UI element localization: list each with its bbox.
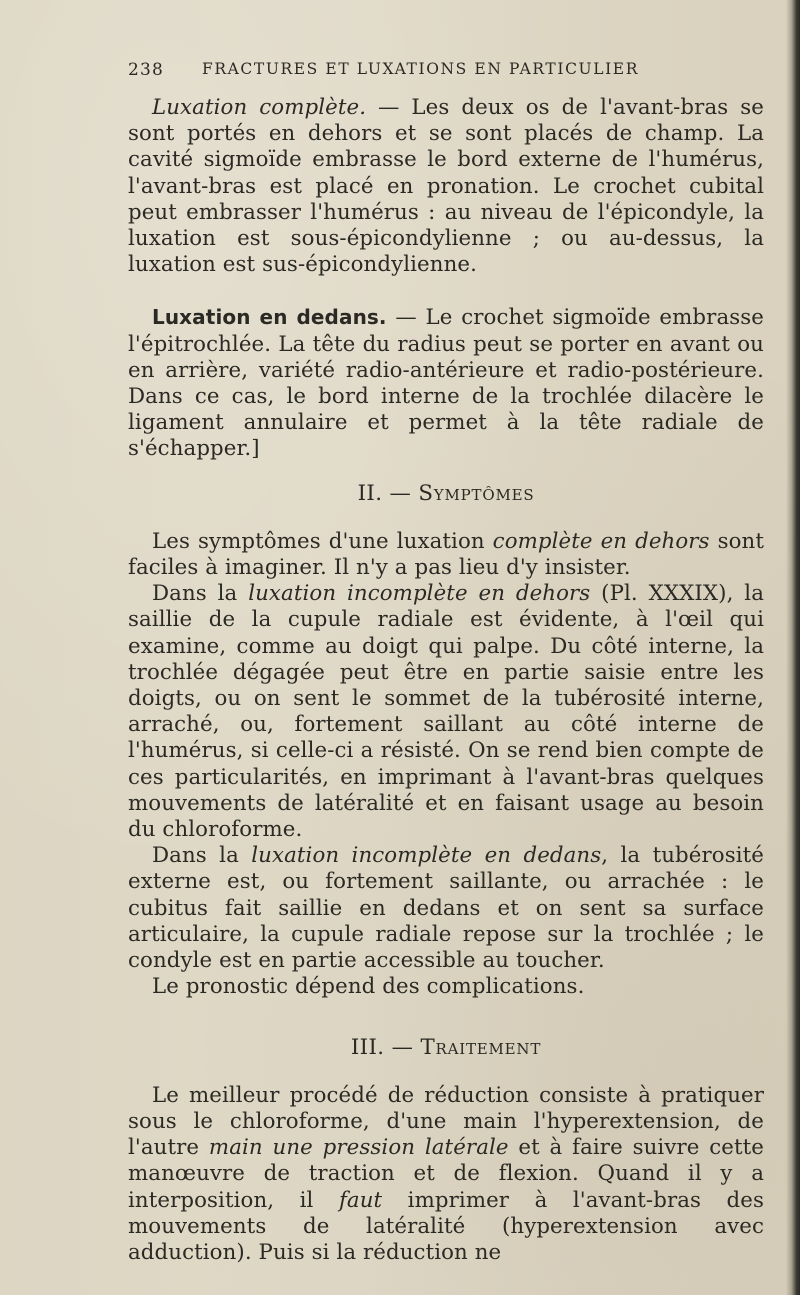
paragraph-text: , la tubérosité externe est, ou fortement saillante, ou arrachée : le cubitus fait saillie en dedans et on sent sa surface articulaire, la cupule radiale repose sur la trochlée ; le condyle est en partie accessible au toucher. [128,843,764,974]
running-title: FRACTURES ET LUXATIONS EN PARTICULIER [202,60,639,78]
paragraph-italic: luxation incomplète en dehors [248,581,591,607]
paragraph-text: Dans la [152,843,252,869]
section-title: Symptômes [418,480,535,506]
paragraph-italic: complète en dehors [492,528,710,554]
page-binding-edge [786,0,800,1295]
paragraph-symptomes-complete [128,529,764,581]
paragraph-text: Les symptômes d'une luxation [152,528,493,554]
paragraph-incomplete-dehors [128,581,764,843]
paragraph-traitement [128,1083,764,1266]
paragraph-lead-bold: Luxation en dedans. [152,305,387,330]
section-heading-line [128,481,764,507]
section-numeral: II. — [357,480,419,506]
section-heading-traitement [128,1035,764,1061]
paragraph-text: — Les deux os de l'avant-bras se sont portés en dehors et se sont placés de champ. La cavité sigmoïde embrasse le bord externe de l'humérus, l'avant-bras est placé en pronation. Le crochet cubital peut embrasser l'humérus : au niveau de l'épicondyle, la luxation est sous-épicondylienne ; ou au-dessus, la luxation est sus-épicondylienne. [128,95,764,278]
paragraph-text: (Pl. XXXIX), la saillie de la cupule radiale est évidente, à l'œil qui examine, comme au doigt qui palpe. Du côté interne, la trochlée dégagée peut être en partie saisie entre les doigts, ou on sent le sommet de la tubérosité interne, arraché, ou, fortement saillant au côté interne de l'humérus, si celle-ci a résisté. On se rend bien compte de ces particularités, en imprimant à l'avant-bras quelques mouvements de latéralité et en faisant usage au besoin du chloroforme. [128,581,764,843]
paragraph-text: Le pronostic dépend des complications. [152,974,585,1000]
paragraph-italic: main une pression latérale [208,1135,509,1161]
paragraph-lead-italic: Luxation complète. [152,95,367,120]
paragraph-pronostic [128,974,764,1000]
paragraph-text: — Le crochet sigmoïde embrasse l'épitrochlée. La tête du radius peut se porter en avant ou en arrière, variété radio-antérieure et radio-postérieure. Dans ce cas, le bord interne de la trochlée dilacère le ligament annulaire et permet à la tête radiale de s'échapper.] [128,305,765,462]
section-title: Traitement [420,1034,542,1060]
section-heading-line [128,1035,764,1061]
section-heading-symptomes [128,481,764,507]
page-body [128,95,764,1266]
paragraph-text: sont faciles à imaginer. Il n'y a pas lieu d'y insister. [128,528,765,581]
paragraph-luxation-en-dedans [128,304,764,462]
paragraph-text: Le meilleur procédé de réduction consiste à pratiquer sous le chloroforme, d'une main l'hyperextension, de l'autre [128,1082,764,1161]
paragraph-incomplete-dedans [128,843,764,974]
paragraph-italic: faut [338,1187,383,1213]
section-numeral: III. — [350,1034,421,1060]
paragraph-text: Dans la [152,581,249,607]
paragraph-italic: luxation incomplète en dedans [251,843,602,869]
running-header [128,60,768,88]
page-number: 238 [128,60,165,80]
paragraph-text: imprimer à l'avant-bras des mouvements de latéralité (hyperextension avec adduction). Puis si la réduction ne [128,1187,764,1265]
paragraph-text: et à faire suivre cette manœuvre de traction et de flexion. Quand il y a interposition, il [128,1135,764,1213]
paragraph-luxation-complete [128,95,764,278]
